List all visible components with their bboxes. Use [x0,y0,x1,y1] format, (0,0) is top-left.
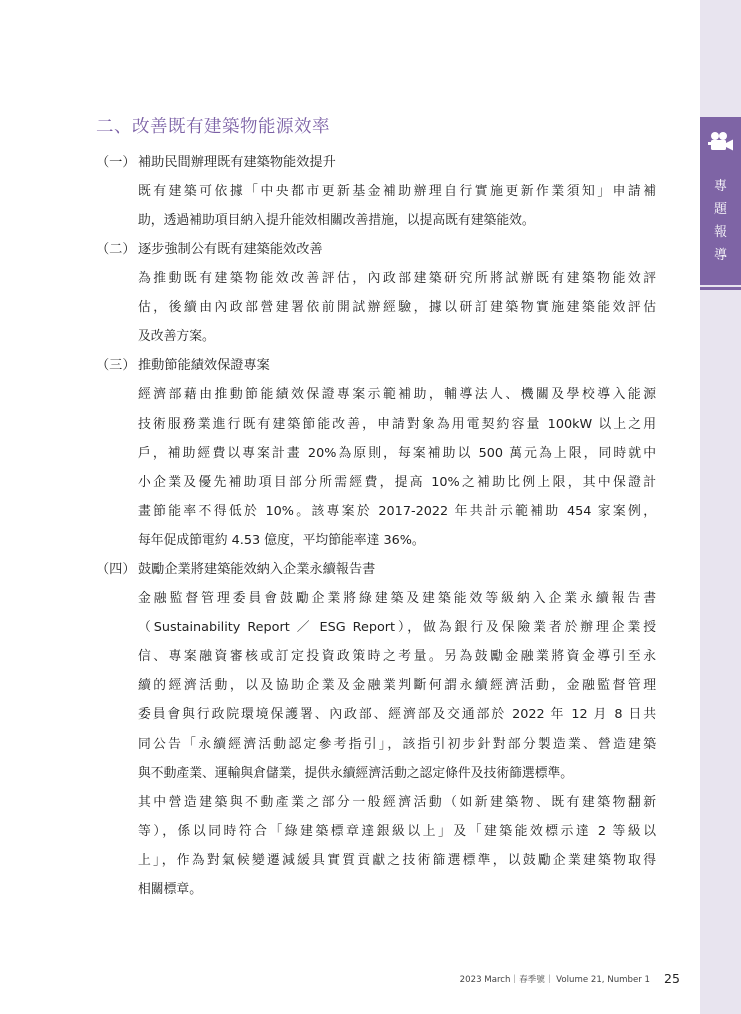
list-item [96,148,656,235]
item-title: 補助民間辦理既有建築物能效提升 [138,155,336,170]
paragraph-line: 小企業及優先補助項目部分所需經費，提高 10%之補助比例上限，其中保證計 [138,474,656,490]
item-number: （二） [96,242,136,258]
sidebar-tab-underline [700,287,741,290]
item-number: （四） [96,562,136,578]
paragraph-line: 等），係以同時符合「綠建築標章達銀級以上」及「建築能效標示達 2 等級以 [138,823,656,839]
paragraph-line: 同公告「永續經濟活動認定參考指引」，該指引初步針對部分製造業、營造建築 [138,736,656,752]
paragraph-line: 金融監督管理委員會鼓勵企業將綠建築及建築能效等級納入企業永續報告書 [138,591,656,607]
item-title: 鼓勵企業將建築能效納入企業永續報告書 [138,562,376,578]
paragraph-line: 其中營造建築與不動產業之部分一般經濟活動（如新建築物、既有建築物翻新 [138,794,656,810]
sidebar-tab[interactable] [700,117,741,285]
item-heading [96,351,656,380]
item-body [138,177,656,235]
paragraph-line: 續的經濟活動，以及協助企業及金融業判斷何謂永續經濟活動，金融監督管理 [138,678,656,694]
main-content [96,148,656,904]
sidebar-label-char: 題 [713,202,727,217]
sidebar-label-char: 報 [713,225,727,240]
list-item [96,235,656,351]
item-body [138,584,656,904]
item-number: （三） [96,358,136,374]
section-title: 二、改善既有建築物能源效率 [96,117,330,137]
sidebar-label-char: 專 [713,179,727,194]
paragraph-line: 為推動既有建築物能效改善評估，內政部建築研究所將試辦既有建築物能效評 [138,271,656,287]
paragraph-line: 既有建築可依據「中央都市更新基金補助辦理自行實施更新作業須知」申請補 [138,184,656,199]
paragraph-line: 委員會與行政院環境保護署、內政部、經濟部及交通部於 2022 年 12 月 8 日共 [138,707,656,723]
paragraph-line: （Sustainability Report ／ ESG Report），做為銀行及保險業者於辦理企業授 [138,620,656,636]
sidebar-label [700,175,741,267]
item-heading [96,555,656,584]
item-body [138,380,656,555]
item-body [138,264,656,351]
paragraph-line: 上」，作為對氣候變遷減緩具實質貢獻之技術篩選標準，以鼓勵企業建築物取得 [138,852,656,868]
item-number: （一） [96,155,136,170]
item-heading [96,235,656,264]
item-title: 推動節能績效保證專案 [138,358,270,374]
footer-issue: 2023 March｜春季號｜ Volume 21, Number 1 [459,975,650,985]
paragraph-line: 技術服務業進行既有建築節能改善，申請對象為用電契約容量 100kW 以上之用 [138,416,656,432]
list-item [96,555,656,904]
paragraph-line: 與不動產業、運輸與倉儲業，提供永續經濟活動之認定條件及技術篩選標準。 [138,765,574,781]
sidebar-label-char: 導 [713,248,727,263]
paragraph-line: 經濟部藉由推動節能績效保證專案示範補助，輔導法人、機關及學校導入能源 [138,387,656,403]
paragraph-line: 助，透過補助項目納入提升能效相關改善措施，以提高既有建築能效。 [138,213,535,229]
page-number: 25 [664,971,680,986]
paragraph-line: 相關標章。 [138,881,202,897]
paragraph-line: 畫節能率不得低於 10%。該專案於 2017-2022 年共計示範補助 454 家案例， [138,503,656,519]
paragraph-line: 每年促成節電約 4.53 億度，平均節能率達 36%。 [138,532,425,548]
paragraph-line: 估，後續由內政部營建署依前開試辦經驗，據以研訂建築物實施建築能效評估 [138,300,656,316]
video-camera-icon [708,131,734,153]
list-item [96,351,656,555]
paragraph-line: 及改善方案。 [138,329,215,345]
paragraph-line: 信、專案融資審核或訂定投資政策時之考量。另為鼓勵金融業將資金導引至永 [138,649,656,665]
item-heading [96,148,656,177]
paragraph-line: 戶，補助經費以專案計畫 20%為原則，每案補助以 500 萬元為上限，同時就中 [138,445,656,461]
item-title: 逐步強制公有既有建築能效改善 [138,242,323,258]
